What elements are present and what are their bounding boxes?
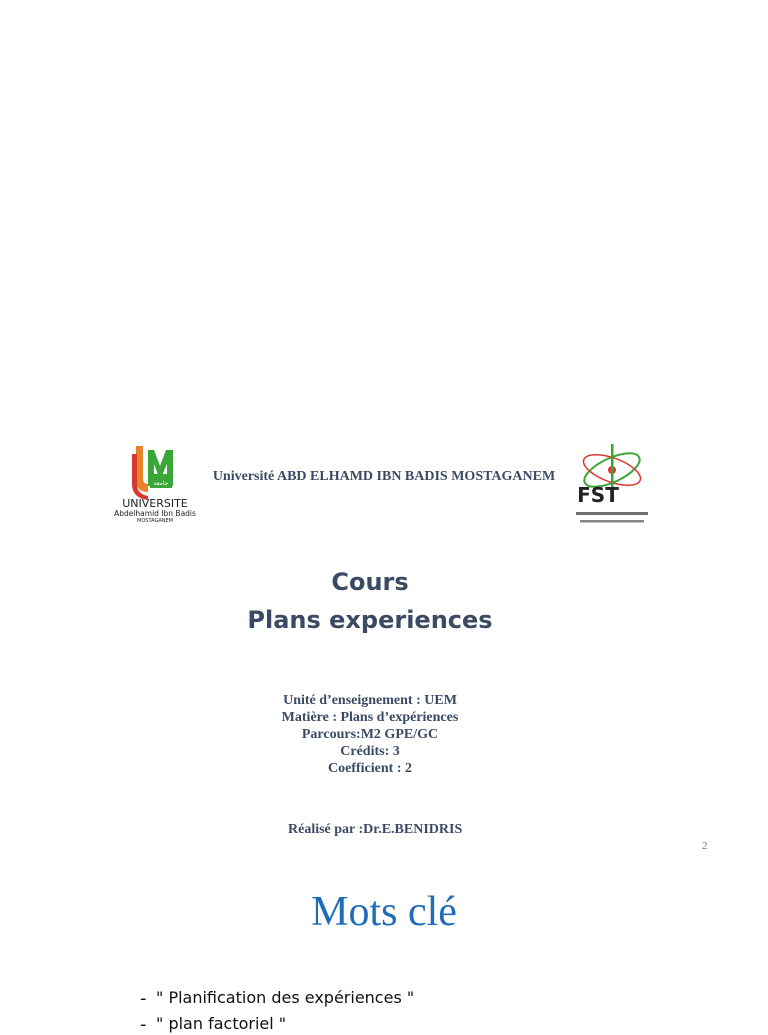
faculty-logo bbox=[568, 440, 656, 530]
logo-university-city: MOSTAGANEM bbox=[137, 518, 173, 524]
bullet: - bbox=[140, 988, 147, 1009]
university-logo bbox=[110, 440, 200, 525]
keywords-title: Mots clé bbox=[311, 889, 457, 935]
coefficient: Coefficient : 2 bbox=[328, 761, 412, 776]
faculty-logo-graphic bbox=[568, 440, 656, 530]
logo-fst-text: FST bbox=[577, 483, 619, 507]
track: Parcours:M2 GPE/GC bbox=[301, 727, 439, 742]
author: Réalisé par :Dr.E.BENIDRIS bbox=[288, 822, 463, 837]
svg-text:جامعة: جامعة bbox=[153, 480, 169, 487]
keyword-text: " Planification des expériences " bbox=[156, 988, 415, 1007]
logo-university-subtext: Abdelhamid Ibn Badis bbox=[114, 509, 196, 518]
credits: Crédits: 3 bbox=[340, 744, 400, 759]
logo-university-word: UNIVERSITE bbox=[122, 497, 188, 510]
keyword-item bbox=[140, 1014, 286, 1035]
university-name: Université ABD ELHAMD IBN BADIS MOSTAGANEM bbox=[212, 469, 556, 484]
page-number: 2 bbox=[702, 840, 708, 852]
university-logo-graphic bbox=[110, 440, 200, 525]
keyword-text: " plan factoriel " bbox=[156, 1014, 287, 1033]
teaching-unit: Unité d’enseignement : UEM bbox=[283, 693, 457, 708]
header bbox=[110, 440, 656, 530]
course-title: Plans experiences bbox=[247, 606, 493, 634]
subject: Matière : Plans d’expériences bbox=[281, 710, 459, 725]
keyword-item bbox=[140, 988, 414, 1009]
bullet: - bbox=[140, 1014, 147, 1035]
course-label: Cours bbox=[331, 568, 409, 596]
